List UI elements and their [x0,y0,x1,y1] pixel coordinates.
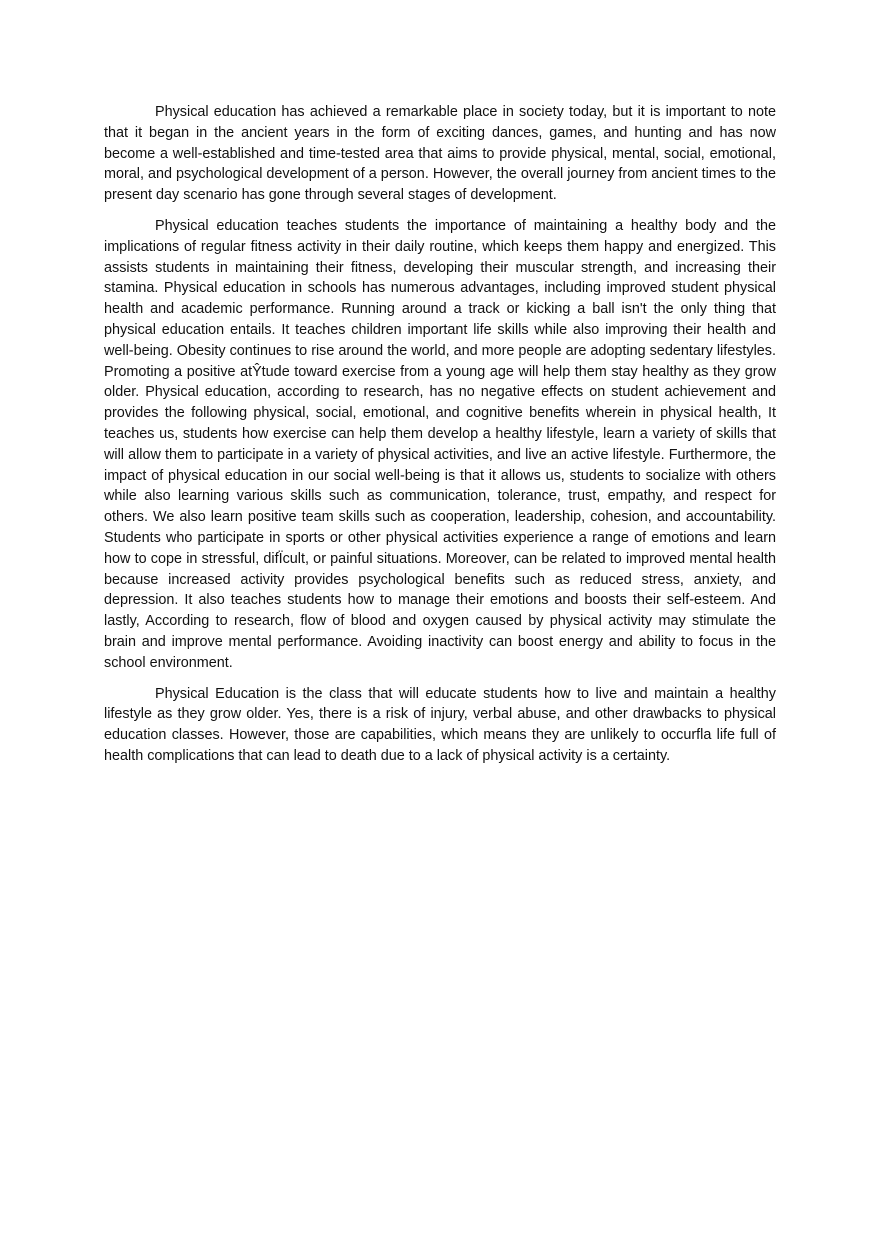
paragraph-3: Physical Education is the class that will educate students how to live and maintain a healthy lifestyle as they grow older. Yes, there is a risk of injury, verbal abuse, and other drawbacks to physical education classes. However, those are capabilities, which means they are unlikely to occurﬂa life full of health complications that can lead to death due to a lack of physical activity is a certainty. [104,685,776,764]
paragraph-2: Physical education teaches students the importance of maintaining a healthy body and the implications of regular fitness activity in their daily routine, which keeps them happy and energized. This assists students in maintaining their fitness, developing their muscular strength, and increasing their stamina. Physical education in schools has numerous advantages, including improved student physical health and academic performance. Running around a track or kicking a ball isn't the only thing that physical education entails. It teaches children important life skills while also improving their health and well-being. Obesity continues to rise around the world, and more people are adopting sedentary lifestyles. Promoting a positive atŶtude toward exercise from a young age will help them stay healthy as they grow older. Physical education, according to research, has no negative effects on student achievement and provides the following physical, social, emotional, and cognitive benefits wherein in physical health, It teaches us, students how exercise can help them develop a healthy lifestyle, learn a variety of skills that will allow them to participate in a variety of physical activities, and live an active lifestyle. Furthermore, the impact of physical education in our social well-being is that it allows us, students to socialize with others while also learning various skills such as communication, tolerance, trust, empathy, and respect for others. We also learn positive team skills such as cooperation, leadership, cohesion, and accountability. Students who participate in sports or other physical activities experience a range of emotions and learn how to cope in stressful, difÏcult, or painful situations. Moreover, can be related to improved mental health because increased activity provides psychological benefits such as reduced stress, anxiety, and depression. It also teaches students how to manage their emotions and boosts their self-esteem. And lastly, According to research, flow of blood and oxygen caused by physical activity may stimulate the brain and improve mental performance. Avoiding inactivity can boost energy and ability to focus in the school environment. [104,217,776,671]
document-body [104,102,776,777]
paragraph-1: Physical education has achieved a remarkable place in society today, but it is important to note that it began in the ancient years in the form of exciting dances, games, and hunting and has now become a well-established and time-tested area that aims to provide physical, mental, social, emotional, moral, and psychological development of a person. However, the overall journey from ancient times to the present day scenario has gone through several stages of development. [104,104,776,204]
